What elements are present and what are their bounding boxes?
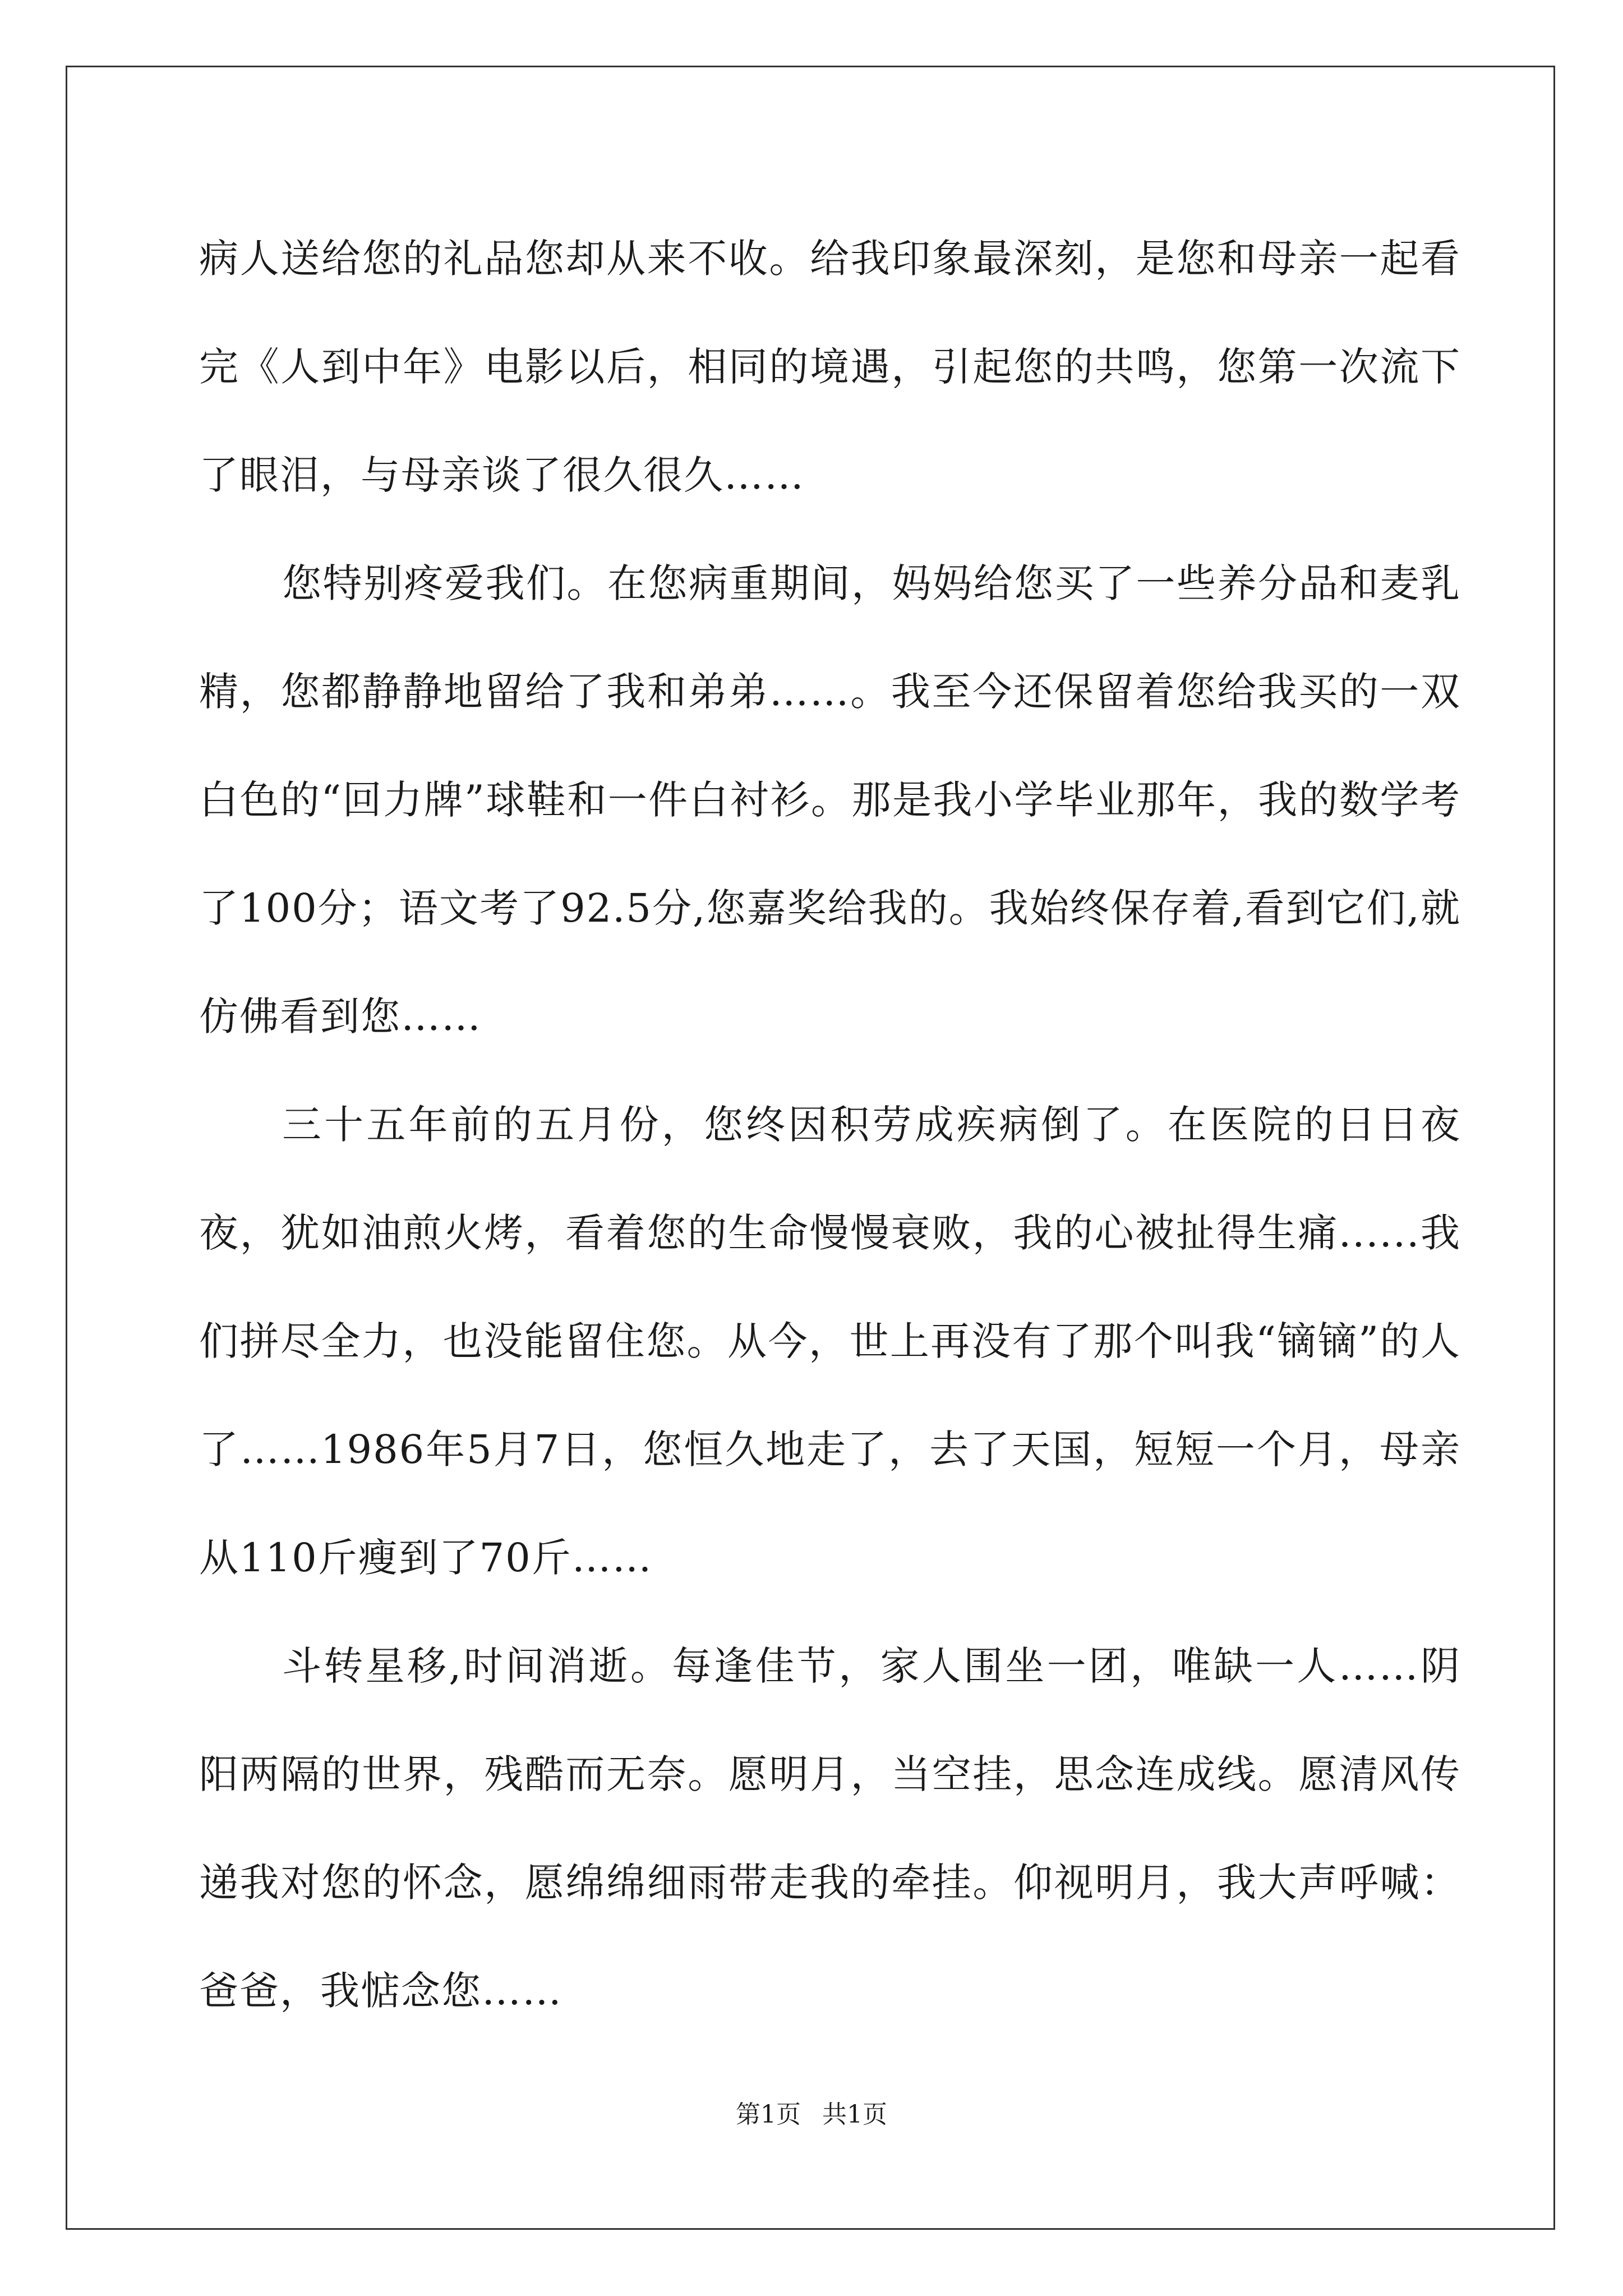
page-total: 共1页 [822,2100,887,2129]
page-number: 第1页 [736,2100,801,2129]
paragraph-3: 三十五年前的五月份，您终因积劳成疾病倒了。在医院的日日夜夜，犹如油煎火烤，看着您的生命慢慢衰败，我的心被扯得生痛......我们拼尽全力，也没能留住您。从今，世上再没有了那个叫我“镝镝”的人了……1986年5月7日，您恒久地走了，去了天国，短短一个月，母亲从110斤瘦到了70斤…… [199,1102,1461,1581]
paragraph-4: 斗转星移,时间消逝。每逢佳节，家人围坐一团，唯缺一人……阴阳两隔的世界，残酷而无奈。愿明月，当空挂，思念连成线。愿清风传递我对您的怀念，愿绵绵细雨带走我的牵挂。仰视明月，我大声呼喊：爸爸，我惦念您…… [199,1643,1461,2014]
paragraph-1: 病人送给您的礼品您却从来不收。给我印象最深刻，是您和母亲一起看完《人到中年》电影以后，相同的境遇，引起您的共鸣，您第一次流下了眼泪，与母亲谈了很久很久…… [199,236,1461,498]
document-body [199,205,1461,2045]
page-footer [0,2098,1623,2132]
paragraph-2: 您特别疼爱我们。在您病重期间，妈妈给您买了一些养分品和麦乳精，您都静静地留给了我和弟弟……。我至今还保留着您给我买的一双白色的“回力牌”球鞋和一件白衬衫。那是我小学毕业那年，我的数学考了100分；语文考了92.5分,您嘉奖给我的。我始终保存着,看到它们,就仿佛看到您…… [199,560,1461,1039]
